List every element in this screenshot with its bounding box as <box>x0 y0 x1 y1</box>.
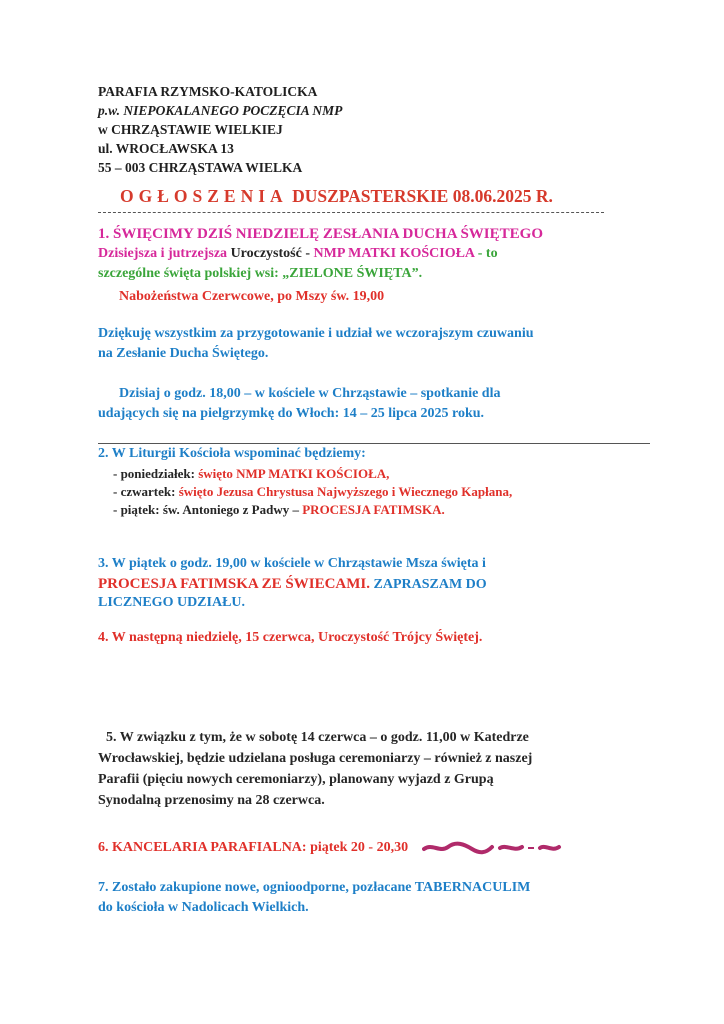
section-3-line3: LICZNEGO UDZIAŁU. <box>98 595 246 610</box>
s1-text-c: NMP MATKI KOŚCIOŁA <box>313 246 475 261</box>
title-rest: DUSZPASTERSKIE 08.06.2025 R. <box>292 186 553 206</box>
section-5-line1: 5. W związku z tym, że w sobotę 14 czerwca – o godz. 11,00 w Katedrze <box>106 730 529 745</box>
parish-dedication: p.w. NIEPOKALANEGO POCZĘCIA NMP <box>98 103 343 118</box>
meeting-line2: udających się na pielgrzymkę do Włoch: 14 – 25 lipca 2025 roku. <box>98 406 485 421</box>
section-5-line4: Synodalną przenosimy na 28 czerwca. <box>98 793 325 808</box>
scribble-icon <box>422 841 562 855</box>
s1-text-b: Uroczystość - <box>230 246 314 261</box>
section-2-heading: 2. W Liturgii Kościoła wspominać będziemy: <box>98 446 366 461</box>
parish-name: PARAFIA RZYMSKO-KATOLICKA <box>98 84 318 99</box>
section-2-friday <box>113 502 445 518</box>
page-title <box>120 186 553 207</box>
dashed-divider <box>98 212 604 213</box>
section-4-line1: 4. W następną niedzielę, 15 czerwca, Uroczystość Trójcy Świętej. <box>98 630 483 645</box>
monday-text: święto NMP MATKI KOŚCIOŁA, <box>198 466 390 481</box>
section-6-line1 <box>98 840 562 856</box>
section-3-line1: 3. W piątek o godz. 19,00 w kościele w Chrząstawie Msza święta i <box>98 556 486 571</box>
friday-label: - piątek: św. Antoniego z Padwy – <box>113 502 303 517</box>
parish-location: w CHRZĄSTAWIE WIELKIEJ <box>98 122 283 137</box>
s1-text-d: - to <box>474 246 498 261</box>
s1-text-a: Dzisiejsza i jutrzejsza <box>98 246 231 261</box>
section-3-line2 <box>98 575 487 593</box>
section-1-heading: 1. ŚWIĘCIMY DZIŚ NIEDZIELĘ ZESŁANIA DUCHA ŚWIĘTEGO <box>98 226 543 242</box>
office-hours: 6. KANCELARIA PARAFIALNA: piątek 20 - 20,30 <box>98 840 409 855</box>
thursday-label: - czwartek: <box>113 484 179 499</box>
title-spaced: OGŁOSZENIA <box>120 186 288 206</box>
parish-postcode: 55 – 003 CHRZĄSTAWA WIELKA <box>98 160 303 175</box>
thanks-line1: Dziękuję wszystkim za przygotowanie i udział we wczorajszym czuwaniu <box>98 326 534 341</box>
thanks-line2: na Zesłanie Ducha Świętego. <box>98 346 269 361</box>
section-1-line2 <box>98 246 498 262</box>
solid-divider <box>98 443 650 444</box>
friday-text: PROCESJA FATIMSKA. <box>302 502 445 517</box>
parish-street: ul. WROCŁAWSKA 13 <box>98 141 234 156</box>
section-1-line3: szczególne święta polskiej wsi: „ZIELONE ŚWIĘTA”. <box>98 266 423 281</box>
section-7-line2: do kościoła w Nadolicach Wielkich. <box>98 900 309 915</box>
invite-text: ZAPRASZAM DO <box>370 577 487 592</box>
section-1-line4: Nabożeństwa Czerwcowe, po Mszy św. 19,00 <box>119 289 385 304</box>
section-5-line3: Parafii (pięciu nowych ceremoniarzy), planowany wyjazd z Grupą <box>98 772 494 787</box>
thursday-text: święto Jezusa Chrystusa Najwyższego i Wiecznego Kapłana, <box>178 484 513 499</box>
section-2-monday <box>113 466 389 482</box>
section-2-thursday <box>113 484 512 500</box>
section-5-line2: Wrocławskiej, będzie udzielana posługa ceremoniarzy – również z naszej <box>98 751 533 766</box>
meeting-line1: Dzisiaj o godz. 18,00 – w kościele w Chrząstawie – spotkanie dla <box>119 386 501 401</box>
section-7-line1: 7. Zostało zakupione nowe, ognioodporne, pozłacane TABERNACULIM <box>98 880 531 895</box>
procession-text: PROCESJA FATIMSKA ZE ŚWIECAMI. <box>98 576 370 592</box>
monday-label: - poniedziałek: <box>113 466 199 481</box>
